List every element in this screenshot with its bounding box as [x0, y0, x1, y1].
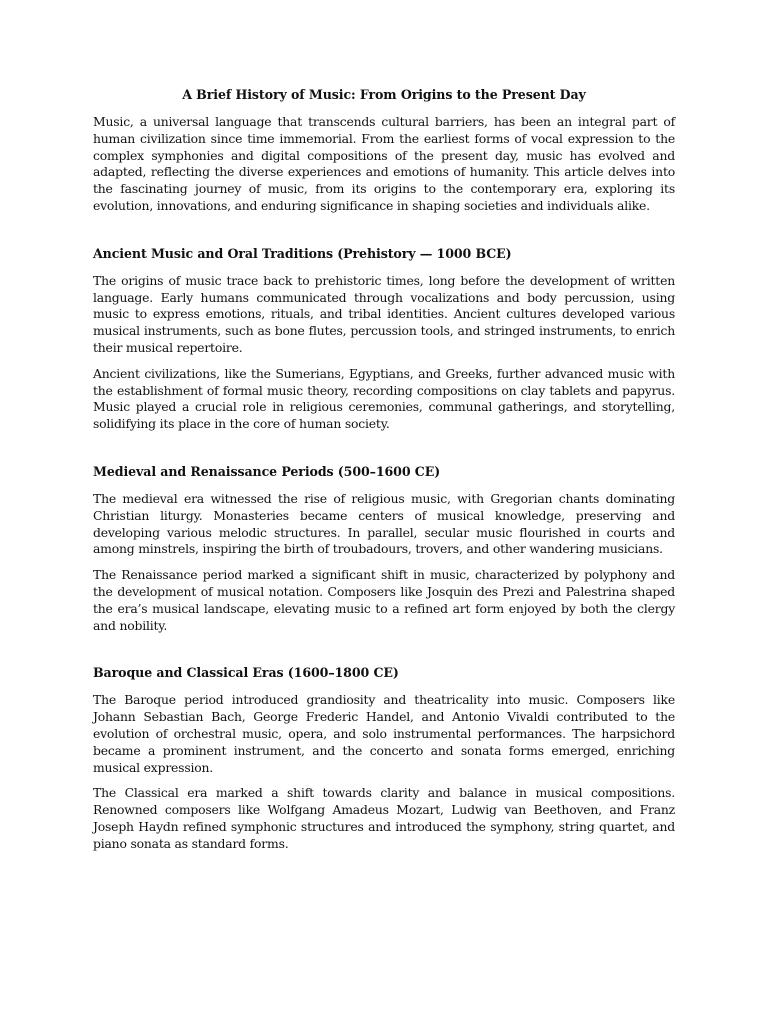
section-heading: Baroque and Classical Eras (1600–1800 CE)	[93, 665, 399, 681]
section-paragraph: The Baroque period introduced grandiosity and theatricality into music. Composers like Johann Sebastian Bach, George Frederic Handel, and Antonio Vivaldi contributed to the evolution of orchestral music, opera, and solo instrumental performances. The harpsichord became a prominent instrument, and the concerto and sonata forms emerged, enriching musical expression.	[93, 692, 675, 775]
section-paragraph: The Classical era marked a shift towards clarity and balance in musical compositions. Renowned composers like Wolfgang Amadeus Mozart, Ludwig van Beethoven, and Franz Joseph Haydn refined symphonic structures and introduced the symphony, string quartet, and piano sonata as standard forms.	[93, 785, 675, 851]
document-page	[93, 86, 675, 862]
section-heading: Medieval and Renaissance Periods (500–1600 CE)	[93, 463, 441, 479]
section-ancient-music	[93, 245, 675, 433]
intro-paragraph: Music, a universal language that transcends cultural barriers, has been an integral part of human civilization since time immemorial. From the earliest forms of vocal expression to the complex symphonies and digital compositions of the present day, music has evolved and adapted, reflecting the diverse experiences and emotions of humanity. This article delves into the fascinating journey of music, from its origins to the contemporary era, exploring its evolution, innovations, and enduring significance in shaping societies and individuals alike.	[93, 114, 675, 213]
section-paragraph: The Renaissance period marked a significant shift in music, characterized by polyphony and the development of musical notation. Composers like Josquin des Prezi and Palestrina shaped the era’s musical landscape, elevating music to a refined art form enjoyed by both the clergy and nobility.	[93, 567, 675, 633]
section-heading: Ancient Music and Oral Traditions (Prehistory — 1000 BCE)	[93, 245, 512, 261]
section-medieval-renaissance	[93, 463, 675, 634]
section-paragraph: Ancient civilizations, like the Sumerians, Egyptians, and Greeks, further advanced music with the establishment of formal music theory, recording compositions on clay tablets and papyrus. Music played a crucial role in religious ceremonies, communal gatherings, and storytelling, solidifying its place in the core of human society.	[93, 365, 675, 432]
document-title: A Brief History of Music: From Origins to the Present Day	[182, 87, 586, 102]
section-paragraph: The medieval era witnessed the rise of religious music, with Gregorian chants dominating Christian liturgy. Monasteries became centers of musical knowledge, preserving and developing various melodic structures. In parallel, secular music flourished in courts and among minstrels, inspiring the birth of troubadours, trovers, and other wandering musicians.	[93, 490, 675, 557]
section-paragraph: The origins of music trace back to prehistoric times, long before the development of written language. Early humans communicated through vocalizations and body percussion, using music to express emotions, rituals, and tribal identities. Ancient cultures developed various musical instruments, such as bone flutes, percussion tools, and stringed instruments, to enrich their musical repertoire.	[93, 272, 675, 355]
section-baroque-classical	[93, 664, 675, 852]
